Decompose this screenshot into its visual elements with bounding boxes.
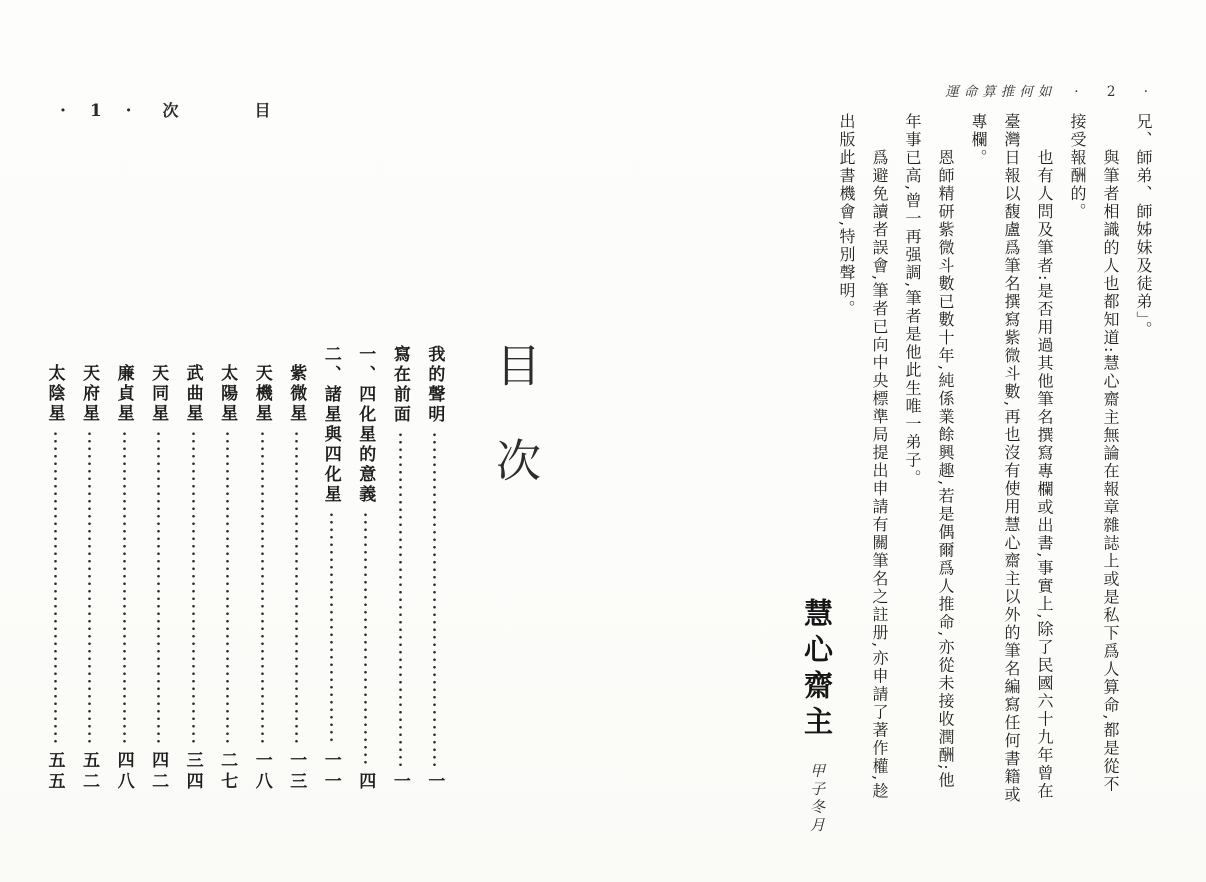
signature-date: 甲子冬月 xyxy=(808,763,826,836)
toc-dotted-leader xyxy=(364,511,367,767)
toc-entry xyxy=(109,345,139,793)
preface-paragraph: 爲避免讀者誤會,筆者已向中央標準局提出申請有關筆名之註册,亦申請了著作權,趁出版此書機會,特別聲明。 xyxy=(837,113,889,801)
toc-dotted-leader xyxy=(226,430,229,746)
toc-title: 目次 xyxy=(488,342,541,532)
toc-entry-title: 武曲星 xyxy=(182,364,203,424)
toc-entry-page-number: 一 xyxy=(389,772,410,793)
preface-paragraph: 與筆者相識的人也都知道:慧心齋主無論在報章雜誌上或是私下爲人算命,都是從不接受報酬的。 xyxy=(1068,113,1120,794)
toc-entry-page-number: 一三 xyxy=(286,751,307,793)
toc-dotted-leader xyxy=(192,430,195,746)
toc-entry xyxy=(144,345,174,793)
preface-body xyxy=(826,113,1160,805)
toc-entry-page-number: 一 xyxy=(424,772,445,793)
toc-entry-page-number: 四 xyxy=(355,772,376,793)
toc-entry xyxy=(75,345,105,793)
toc-entry xyxy=(420,345,450,793)
toc-dotted-leader xyxy=(261,430,264,746)
toc-dotted-leader xyxy=(330,511,333,746)
toc-entry-title: 天機星 xyxy=(251,364,272,424)
book-title-running-head: 運命算推何如 xyxy=(945,84,1057,100)
toc-entry xyxy=(316,345,346,793)
toc-page-number: · 1 · xyxy=(60,101,141,121)
toc-entry-page-number: 五二 xyxy=(79,751,100,793)
toc-entry-title: 紫微星 xyxy=(286,364,307,424)
toc-entry xyxy=(282,345,312,793)
author-signature xyxy=(794,598,840,835)
toc-entry-title: 天府星 xyxy=(79,364,100,424)
toc-entry-page-number: 三四 xyxy=(182,751,203,793)
preface-paragraph: 也有人問及筆者:是否用過其他筆名撰寫專欄或出書,事實上,除了民國六十九年曾在臺灣日報以馥盧爲筆名撰寫紫微斗數,再也沒有使用慧心齋主以外的筆名編寫任何書籍或專欄。 xyxy=(969,113,1054,805)
toc-entry-title: 太陽星 xyxy=(217,364,238,424)
toc-list xyxy=(40,345,450,793)
preface-page-number: · 2 · xyxy=(1074,84,1160,100)
toc-dotted-leader xyxy=(295,430,298,746)
toc-entry-title: 天同星 xyxy=(148,364,169,424)
toc-entry-title: 廉貞星 xyxy=(113,364,134,424)
preface-paragraph: 恩師精研紫微斗數已數十年,純係業餘興趣,若是偶爾爲人推命,亦從未接收潤酬;他年事已高,曾一再强調,筆者是他此生唯一弟子。 xyxy=(903,113,955,790)
toc-entry-page-number: 四二 xyxy=(148,751,169,793)
toc-dotted-leader xyxy=(399,431,402,767)
toc-entry xyxy=(351,345,381,793)
toc-dotted-leader xyxy=(123,430,126,746)
toc-entry xyxy=(247,345,277,793)
toc-dotted-leader xyxy=(157,430,160,746)
toc-dotted-leader xyxy=(88,430,91,746)
toc-entry-page-number: 五五 xyxy=(44,751,65,793)
toc-running-head-title: 次 目 xyxy=(162,101,301,120)
toc-dotted-leader xyxy=(433,431,436,767)
toc-entry-page-number: 二七 xyxy=(217,751,238,793)
toc-entry xyxy=(385,345,415,793)
toc-entry xyxy=(178,345,208,793)
toc-running-head xyxy=(60,98,301,121)
toc-entry-title: 一、四化星的意義 xyxy=(355,345,376,505)
toc-entry-page-number: 一八 xyxy=(251,751,272,793)
toc-entry-title: 寫在前面 xyxy=(389,345,410,425)
preface-running-head xyxy=(945,80,1160,100)
toc-entry-title: 二、諸星與四化星 xyxy=(320,345,341,505)
toc-dotted-leader xyxy=(54,430,57,746)
toc-entry-title: 我的聲明 xyxy=(424,345,445,425)
toc-entry xyxy=(40,345,70,793)
toc-entry-page-number: 一一 xyxy=(320,751,341,793)
toc-entry-title: 太陰星 xyxy=(44,364,65,424)
toc-entry xyxy=(213,345,243,793)
preface-paragraph: 兄、師弟、師姊妹及徒弟」。 xyxy=(1134,113,1153,339)
toc-entry-page-number: 四八 xyxy=(113,751,134,793)
author-name: 慧心齋主 xyxy=(800,598,834,742)
